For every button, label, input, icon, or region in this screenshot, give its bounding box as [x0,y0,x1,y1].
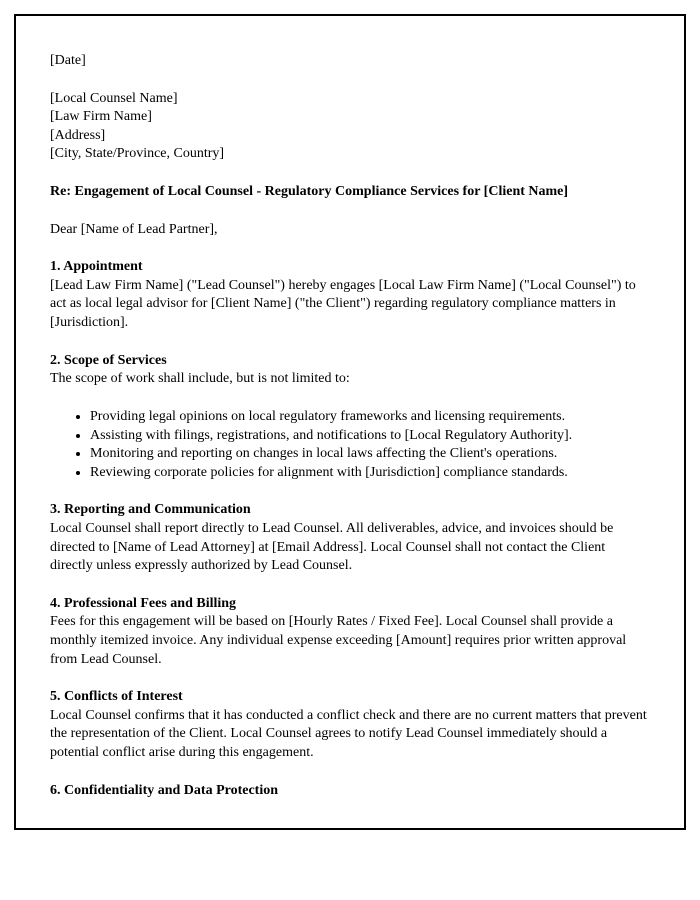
section-body: Local Counsel confirms that it has conducted a conflict check and there are no current matters that prevent the representation of the Client. Local Counsel agrees to notify Lead Counsel immediately should a potential conflict arise during this engagement. [50,707,647,761]
section-heading: 2. Scope of Services [50,352,167,368]
section-heading: 3. Reporting and Communication [50,502,251,518]
section-body: Fees for this engagement will be based on [Hourly Rates / Fixed Fee]. Local Counsel shall provide a monthly itemized invoice. Any individual expense exceeding [Amount] requires prior written approval from Lead Counsel. [50,614,627,667]
letter-content [16,16,684,800]
recipient-block [50,90,650,164]
section-scope-of-services [50,352,650,483]
section-body: [Lead Law Firm Name] ("Lead Counsel") hereby engages [Local Law Firm Name] ("Local Counsel") to act as local legal advisor for [Client Name] ("the Client") regarding regulatory compliance matters in [Jurisdiction]. [50,277,636,331]
subject-line: Re: Engagement of Local Counsel - Regulatory Compliance Services for [Client Name] [50,184,569,200]
section-body: Local Counsel shall report directly to Lead Counsel. All deliverables, advice, and invoices should be directed to [Name of Lead Attorney] at [Email Address]. Local Counsel shall not contact the Client directly unless expressly authorized by Lead Counsel. [50,520,614,574]
letter-page [14,14,686,830]
recipient-name-line: [Local Counsel Name] [50,90,178,106]
section-conflicts-of-interest [50,688,650,762]
date-placeholder: [Date] [50,53,86,68]
section-body: The scope of work shall include, but is not limited to: [50,371,350,387]
recipient-address-line: [Address] [50,127,106,143]
bullet-item: • Providing legal opinions on local regulatory frameworks and licensing requirements. [90,408,650,427]
scope-bullet-list [50,408,650,482]
section-fees-billing [50,595,650,669]
bullet-item: • Reviewing corporate policies for alignment with [Jurisdiction] compliance standards. [90,464,650,483]
section-heading: 1. Appointment [50,259,143,275]
section-heading: 4. Professional Fees and Billing [50,595,237,611]
bullet-item: • Assisting with filings, registrations, and notifications to [Local Regulatory Authority]. [90,427,650,446]
section-heading: 6. Confidentiality and Data Protection [50,782,279,798]
recipient-city-line: [City, State/Province, Country] [50,146,225,162]
bullet-item: • Monitoring and reporting on changes in local laws affecting the Client's operations. [90,445,650,464]
section-heading: 5. Conflicts of Interest [50,689,183,705]
salutation: Dear [Name of Lead Partner], [50,221,218,237]
section-appointment [50,258,650,332]
recipient-firm-line: [Law Firm Name] [50,109,152,125]
section-confidentiality [50,782,650,801]
section-reporting-communication [50,501,650,575]
